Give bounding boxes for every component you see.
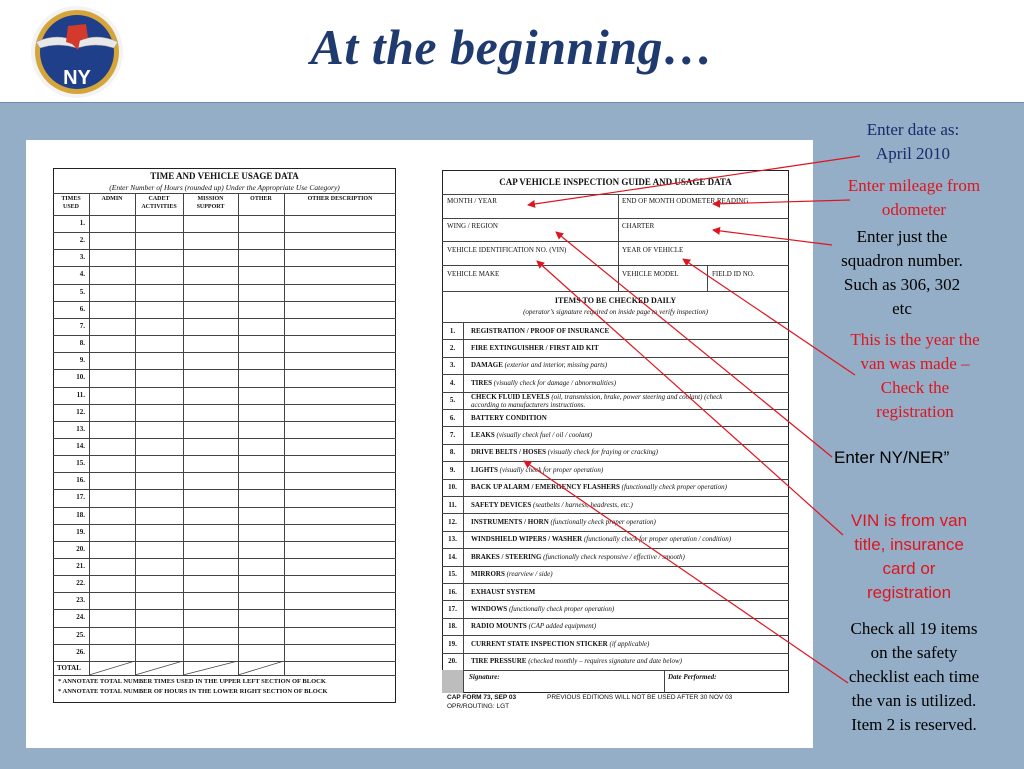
note-mileage: Enter mileage from odometer bbox=[847, 176, 981, 219]
list-item[interactable]: EXHAUST SYSTEM bbox=[471, 587, 536, 596]
list-item-number: 12. bbox=[448, 517, 457, 526]
charter-field[interactable]: CHARTER bbox=[622, 222, 655, 230]
left-note-1: * ANNOTATE TOTAL NUMBER TIMES USED IN THE UPPER LEFT SECTION OF BLOCK bbox=[58, 677, 326, 685]
list-item-number: 2. bbox=[449, 343, 456, 352]
list-item-desc2: according to manufacturers instructions. bbox=[471, 400, 586, 409]
left-header-0: TIMES bbox=[61, 196, 81, 202]
table-row: 3. bbox=[79, 253, 85, 262]
table-row: 4. bbox=[79, 270, 85, 279]
note-year: This is the year the van was made – Check the registration bbox=[850, 330, 980, 421]
year-field[interactable]: YEAR OF VEHICLE bbox=[622, 246, 684, 254]
note-squadron: Enter just the squadron number. Such as 306, 302 etc bbox=[841, 227, 963, 318]
table-row: 17. bbox=[76, 493, 85, 502]
list-item[interactable]: TIRES (visually check for damage / abnormalities) bbox=[471, 378, 617, 387]
list-item-number: 6. bbox=[449, 413, 456, 422]
time-usage-table bbox=[53, 168, 396, 703]
left-header-1: ADMIN bbox=[101, 196, 123, 202]
table-row: 23. bbox=[76, 596, 85, 605]
list-item[interactable]: LEAKS (visually check fuel / oil / coolant) bbox=[471, 430, 593, 439]
signature-shaded-cell bbox=[442, 670, 463, 693]
list-item[interactable]: FIRE EXTINGUISHER / FIRST AID KIT bbox=[471, 343, 599, 352]
list-item-number: 8. bbox=[449, 448, 456, 457]
list-item[interactable]: BATTERY CONDITION bbox=[471, 413, 547, 422]
table-row: 9. bbox=[79, 356, 85, 365]
left-header-0-line2: USED bbox=[62, 204, 79, 210]
list-item-number: 14. bbox=[448, 552, 457, 561]
list-item-number: 5. bbox=[449, 396, 456, 405]
list-item[interactable]: REGISTRATION / PROOF OF INSURANCE bbox=[471, 326, 610, 335]
field-id-field[interactable]: FIELD ID NO. bbox=[712, 270, 755, 278]
model-field[interactable]: VEHICLE MODEL bbox=[622, 270, 679, 278]
odometer-field[interactable]: END OF MONTH ODOMETER READING bbox=[622, 197, 749, 205]
list-item[interactable]: BACK UP ALARM / EMERGENCY FLASHERS (functionally check proper operation) bbox=[471, 483, 727, 492]
table-row: 26. bbox=[76, 647, 85, 656]
left-form-subtitle: (Enter Number of Hours (rounded up) Under the Appropriate Use Category) bbox=[109, 183, 340, 192]
signature-label[interactable]: Signature: bbox=[469, 673, 500, 681]
right-form-title: CAP VEHICLE INSPECTION GUIDE AND USAGE DATA bbox=[499, 177, 732, 187]
list-item[interactable]: SAFETY DEVICES (seatbelts / harness, headrests, etc.) bbox=[471, 500, 633, 509]
list-item[interactable]: CHECK FLUID LEVELS (oil, transmission, brake, power steering and coolant) (check bbox=[471, 392, 723, 401]
list-item[interactable]: MIRRORS (rearview / side) bbox=[471, 570, 553, 579]
list-item-number: 9. bbox=[449, 465, 456, 474]
list-item[interactable]: WINDSHIELD WIPERS / WASHER (functionally check for proper operation / condition) bbox=[471, 535, 732, 544]
total-cell-slash[interactable] bbox=[183, 661, 238, 675]
table-row: 25. bbox=[76, 630, 85, 639]
slide-header bbox=[0, 0, 1024, 102]
table-row: 10. bbox=[76, 373, 85, 382]
list-item-number: 17. bbox=[448, 604, 457, 613]
month-year-field[interactable]: MONTH / YEAR bbox=[447, 197, 497, 205]
table-row: 8. bbox=[79, 339, 85, 347]
left-note-2: * ANNOTATE TOTAL NUMBER OF HOURS IN THE LOWER RIGHT SECTION OF BLOCK bbox=[58, 687, 328, 695]
list-item[interactable]: LIGHTS (visually check for proper operation) bbox=[471, 465, 604, 474]
table-row: 5. bbox=[79, 287, 85, 296]
table-row: 6. bbox=[79, 304, 85, 313]
list-item-number: 11. bbox=[448, 500, 457, 509]
list-item[interactable]: DRIVE BELTS / HOSES (visually check for fraying or cracking) bbox=[471, 448, 658, 457]
form-scan bbox=[26, 140, 813, 748]
table-row: 13. bbox=[76, 424, 85, 433]
table-row: 19. bbox=[76, 527, 85, 536]
routing-note: OPR/ROUTING: LGT bbox=[447, 703, 510, 710]
table-row: 21. bbox=[76, 562, 85, 570]
list-item[interactable]: INSTRUMENTS / HORN (functionally check proper operation) bbox=[471, 517, 656, 526]
slide-title: At the beginning… bbox=[310, 19, 714, 75]
left-header-5: OTHER DESCRIPTION bbox=[307, 196, 373, 202]
wing-region-field[interactable]: WING / REGION bbox=[447, 222, 498, 230]
total-label: TOTAL bbox=[57, 663, 81, 672]
table-row: 24. bbox=[76, 613, 85, 622]
list-item-number: 19. bbox=[448, 639, 457, 648]
list-item[interactable]: DAMAGE (exterior and interior, missing parts) bbox=[471, 361, 608, 370]
table-row: 2. bbox=[79, 236, 85, 245]
list-item-number: 13. bbox=[448, 535, 457, 544]
make-field[interactable]: VEHICLE MAKE bbox=[447, 270, 500, 278]
list-item[interactable]: RADIO MOUNTS (CAP added equipment) bbox=[471, 622, 597, 631]
list-item-number: 1. bbox=[449, 326, 456, 335]
table-row: 22. bbox=[76, 579, 85, 588]
note-checklist: Check all 19 items on the safety checklist each time the van is utilized. Item 2 is reserved. bbox=[848, 619, 980, 734]
note-wing: Enter NY/NER” bbox=[834, 448, 950, 467]
list-item-number: 7. bbox=[449, 430, 456, 439]
list-item-number: 3. bbox=[449, 361, 456, 370]
table-row: 12. bbox=[76, 407, 85, 416]
left-header-2: CADET bbox=[148, 196, 170, 202]
list-item-number: 4. bbox=[449, 378, 456, 387]
left-header-4: OTHER bbox=[250, 196, 272, 202]
list-item[interactable]: TIRE PRESSURE (checked monthly – requires signature and date below) bbox=[471, 657, 682, 666]
left-header-2-line2: ACTIVITIES bbox=[141, 204, 177, 210]
left-header-3-line2: SUPPORT bbox=[196, 204, 225, 210]
table-row: 16. bbox=[76, 476, 85, 485]
total-cell-slash[interactable] bbox=[89, 661, 135, 675]
list-item-number: 15. bbox=[448, 570, 457, 579]
left-form-title: TIME AND VEHICLE USAGE DATA bbox=[150, 171, 299, 181]
list-item-number: 10. bbox=[448, 483, 457, 492]
note-vin: VIN is from van title, insurance card or registration bbox=[850, 511, 968, 602]
table-row: 1. bbox=[79, 219, 85, 227]
table-row: 20. bbox=[76, 544, 85, 553]
items-title: ITEMS TO BE CHECKED DAILY bbox=[554, 296, 677, 305]
note-date: Enter date as: April 2010 bbox=[866, 120, 960, 163]
table-row: 18. bbox=[76, 510, 85, 519]
table-row: 11. bbox=[76, 390, 85, 399]
total-cell-slash[interactable] bbox=[135, 661, 183, 675]
list-item[interactable]: BRAKES / STEERING (functionally check responsive / effective / smooth) bbox=[471, 552, 685, 561]
table-row: 14. bbox=[76, 441, 85, 450]
form-number: CAP FORM 73, SEP 03 bbox=[447, 694, 517, 701]
list-item[interactable]: WINDOWS (functionally check proper operation) bbox=[471, 604, 615, 613]
list-item-number: 16. bbox=[448, 587, 457, 596]
left-header-3: MISSION bbox=[197, 196, 224, 202]
editions-note: PREVIOUS EDITIONS WILL NOT BE USED AFTER 30 NOV 03 bbox=[547, 694, 733, 701]
list-item-number: 18. bbox=[448, 622, 457, 631]
list-item[interactable]: CURRENT STATE INSPECTION STICKER (if applicable) bbox=[471, 639, 650, 648]
list-item-number: 20. bbox=[448, 657, 457, 666]
table-row: 15. bbox=[76, 459, 85, 468]
table-row: 7. bbox=[79, 321, 85, 330]
total-cell-slash[interactable] bbox=[238, 661, 284, 675]
logo-text: NY bbox=[63, 67, 91, 89]
items-subtitle: (operator’s signature required on inside page to verify inspection) bbox=[523, 308, 708, 316]
date-performed-label[interactable]: Date Performed: bbox=[668, 673, 717, 681]
vin-field[interactable]: VEHICLE IDENTIFICATION NO. (VIN) bbox=[447, 246, 567, 254]
